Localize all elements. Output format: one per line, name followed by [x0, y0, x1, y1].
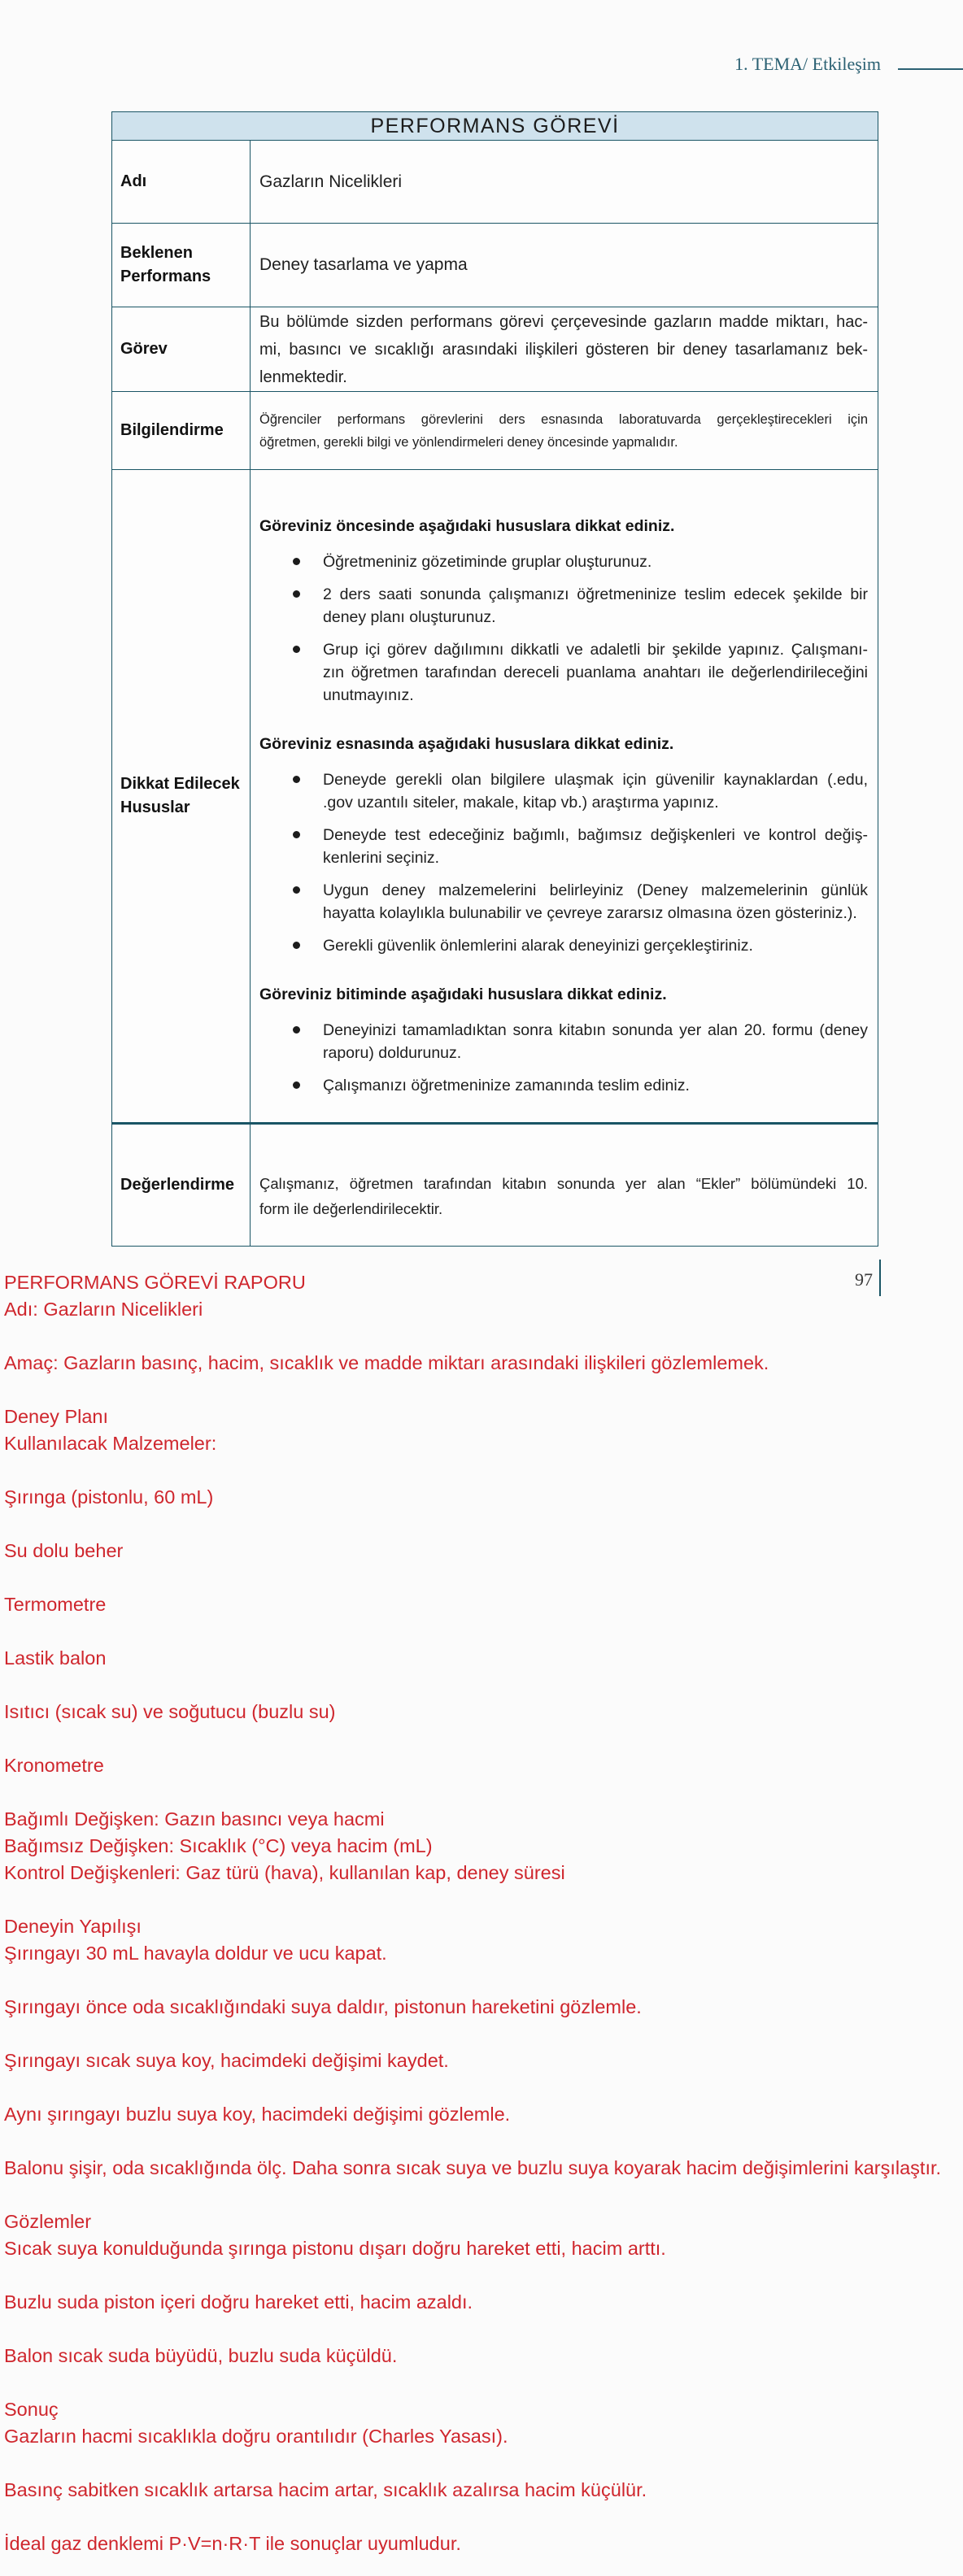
text-line: PERFORMANS GÖREVİ RAPORU [4, 1272, 306, 1293]
text-line: Deney tasarlama ve yapma [259, 255, 468, 274]
row-content [251, 224, 878, 307]
performance-task-table [111, 111, 878, 1247]
text-line: .gov uzantılı siteler, makale, kitap vb.) araştırma yapınız. [323, 794, 719, 812]
bullet-text [323, 583, 868, 629]
text-line: Öğretmeniniz gözetiminde gruplar oluşturunuz. [323, 553, 652, 571]
text-line: Öğrenciler performans görevlerini ders esnasında laboratuvarda gerçekleştirecekleri için [259, 411, 868, 427]
text-line: Gerekli güvenlik önlemlerini alarak deneyinizi gerçekleştiriniz. [323, 937, 753, 955]
table-row-adi [112, 140, 878, 223]
text-line: Çalışmanızı öğretmeninize zamanında teslim ediniz. [323, 1077, 690, 1094]
text-line: Bu bölümde sizden performans görevi çerçevesinde gazların madde miktarı, hac- [259, 312, 868, 331]
text-line: zın öğretmen tarafından dereceli puanlama anahtarı ile değerlendirileceğini [323, 664, 868, 681]
bullet-dot-icon [293, 1026, 300, 1033]
page-number: 97 [855, 1269, 873, 1290]
bullet-dot-icon [293, 646, 300, 653]
bullet-dot-icon [293, 776, 300, 783]
bullet-dot-icon [293, 1081, 300, 1089]
bullet-text [323, 879, 868, 925]
row-label: Bilgilendirme [112, 392, 251, 469]
text-line: Basınç sabitken sıcaklık artarsa hacim artar, sıcaklık azalırsa hacim küçülür. [4, 2479, 647, 2500]
text-line: Isıtıcı (sıcak su) ve soğutucu (buzlu su) [4, 1701, 336, 1722]
text-line: Su dolu beher [4, 1540, 124, 1561]
text-line: 2 ders saati sonunda çalışmanızı öğretmeninize teslim edecek şekilde bir [323, 585, 868, 603]
text-line: unutmayınız. [323, 686, 414, 704]
text-line: Deneyinizi tamamladıktan sonra kitabın sonunda yer alan 20. formu (deney [323, 1021, 868, 1039]
text-line: kenlerini seçiniz. [323, 849, 440, 867]
row-content [251, 392, 878, 469]
bullet-dot-icon [293, 942, 300, 949]
text-line: Çalışmanız, öğretmen tarafından kitabın sonunda yer alan “Ekler” bölümündeki 10. [259, 1174, 868, 1192]
table-title: PERFORMANS GÖREVİ [112, 112, 878, 140]
row-content [251, 1125, 878, 1246]
bullet-dot-icon [293, 886, 300, 894]
text-line: Bağımsız Değişken: Sıcaklık (°C) veya hacim (mL) [4, 1835, 433, 1856]
text-line: öğretmen, gerekli bilgi ve yönlendirmeleri deney öncesinde yapmalıdır. [259, 434, 678, 450]
text-line: hayatta kolaylıkla bulunabilir ve çevreye zararsız olmasına özen gösteriniz.). [323, 904, 857, 922]
text-line: Adı: Gazların Nicelikleri [4, 1299, 203, 1320]
text-line: Amaç: Gazların basınç, hacim, sıcaklık ve madde miktarı arasındaki ilişkileri gözlemlemek. [4, 1352, 769, 1373]
tema-header: 1. TEMA/ Etkileşim [734, 54, 881, 74]
row-content [251, 141, 878, 223]
text-line: Lastik balon [4, 1647, 107, 1669]
row-label: Dikkat Edilecek Hususlar [112, 470, 251, 1122]
text-line: Kullanılacak Malzemeler: [4, 1433, 217, 1454]
text-line: İdeal gaz denklemi P·V=n·R·T ile sonuçlar uyumludur. [4, 2533, 461, 2554]
bullet-item [259, 768, 868, 814]
bullet-item [259, 1074, 868, 1097]
row-label: Görev [112, 307, 251, 391]
table-row-degerlendirme [112, 1122, 878, 1246]
bullet-text [323, 824, 868, 869]
text-line: mi, basıncı ve sıcaklığı arasındaki ilişkileri gösteren bir deney tasarlamanız bek- [259, 340, 868, 359]
text-line: Şırıngayı 30 mL havayla doldur ve ucu kapat. [4, 1943, 387, 1964]
text-line: Buzlu suda piston içeri doğru hareket etti, hacim azaldı. [4, 2291, 473, 2313]
bullet-dot-icon [293, 558, 300, 565]
text-line: Gazların hacmi sıcaklıkla doğru orantılıdır (Charles Yasası). [4, 2426, 508, 2447]
row-content [251, 307, 878, 391]
text-line: Termometre [4, 1594, 107, 1615]
text-line: Deneyde test edeceğiniz bağımlı, bağımsız değişkenleri ve kontrol değiş- [323, 826, 868, 844]
text-line: Balon sıcak suda büyüdü, buzlu suda küçüldü. [4, 2345, 398, 2366]
section-heading: Göreviniz bitiminde aşağıdaki hususlara dikkat ediniz. [259, 986, 667, 1003]
text-line: Uygun deney malzemelerini belirleyiniz (Deney malzemelerinin günlük [323, 881, 868, 899]
text-line: Balonu şişir, oda sıcaklığında ölç. Daha sonra sıcak suya ve buzlu suya koyarak hacim değişimlerini karşılaştır. [4, 2157, 942, 2178]
row-label: Beklenen Performans [112, 224, 251, 307]
table-row-dikkat-edilecek-hususlar [112, 469, 878, 1122]
bullet-dot-icon [293, 831, 300, 838]
text-line: form ile değerlendirilecektir. [259, 1199, 443, 1217]
text-line: Gazların Nicelikleri [259, 172, 403, 191]
bullet-text [323, 638, 868, 707]
text-line: Deneyde gerekli olan bilgilere ulaşmak için güvenilir kaynaklardan (.edu, [323, 771, 868, 789]
bullet-text [323, 1019, 868, 1064]
bullet-item [259, 824, 868, 869]
bullet-item [259, 583, 868, 629]
bullet-item [259, 550, 868, 573]
text-line: Kontrol Değişkenleri: Gaz türü (hava), kullanılan kap, deney süresi [4, 1862, 565, 1883]
text-line: Deney Planı [4, 1406, 109, 1427]
row-label: Adı [112, 141, 251, 223]
text-line: Grup içi görev dağılımını dikkatli ve adaletli bir şekilde yapınız. Çalışmanı- [323, 641, 868, 659]
text-line: deney planı oluşturunuz. [323, 608, 496, 626]
row-label: Değerlendirme [112, 1125, 251, 1246]
bullet-text [323, 550, 868, 573]
text-line: Bağımlı Değişken: Gazın basıncı veya hacmi [4, 1808, 385, 1830]
bullet-item [259, 1019, 868, 1064]
row-content-sections [251, 470, 878, 1122]
bullet-text [323, 768, 868, 814]
table-row-bilgilendirme [112, 391, 878, 469]
text-line: Deneyin Yapılışı [4, 1916, 142, 1937]
table-row-beklenen-performans [112, 223, 878, 307]
text-line: Şırınga (pistonlu, 60 mL) [4, 1486, 214, 1508]
section-heading: Göreviniz esnasında aşağıdaki hususlara dikkat ediniz. [259, 735, 674, 753]
bullet-text [323, 1074, 868, 1097]
bullet-item [259, 879, 868, 925]
table-row-gorev [112, 307, 878, 391]
section-heading: Göreviniz öncesinde aşağıdaki hususlara dikkat ediniz. [259, 517, 675, 535]
bullet-item [259, 638, 868, 707]
text-line: Kronometre [4, 1755, 104, 1776]
bullet-text [323, 934, 868, 957]
text-line: lenmektedir. [259, 368, 347, 386]
report-notes [4, 1269, 963, 2557]
text-line: Aynı şırıngayı buzlu suya koy, hacimdeki değişimi gözlemle. [4, 2104, 511, 2125]
text-line: Şırıngayı önce oda sıcaklığındaki suya daldır, pistonun hareketini gözlemle. [4, 1996, 642, 2017]
text-line: raporu) doldurunuz. [323, 1044, 462, 1062]
bullet-dot-icon [293, 590, 300, 598]
bullet-item [259, 934, 868, 957]
text-line: Sonuç [4, 2399, 59, 2420]
text-line: Şırıngayı sıcak suya koy, hacimdeki değişimi kaydet. [4, 2050, 449, 2071]
tema-header-rule [898, 68, 963, 70]
text-line: Sıcak suya konulduğunda şırınga pistonu dışarı doğru hareket etti, hacim arttı. [4, 2238, 666, 2259]
text-line: Gözlemler [4, 2211, 92, 2232]
